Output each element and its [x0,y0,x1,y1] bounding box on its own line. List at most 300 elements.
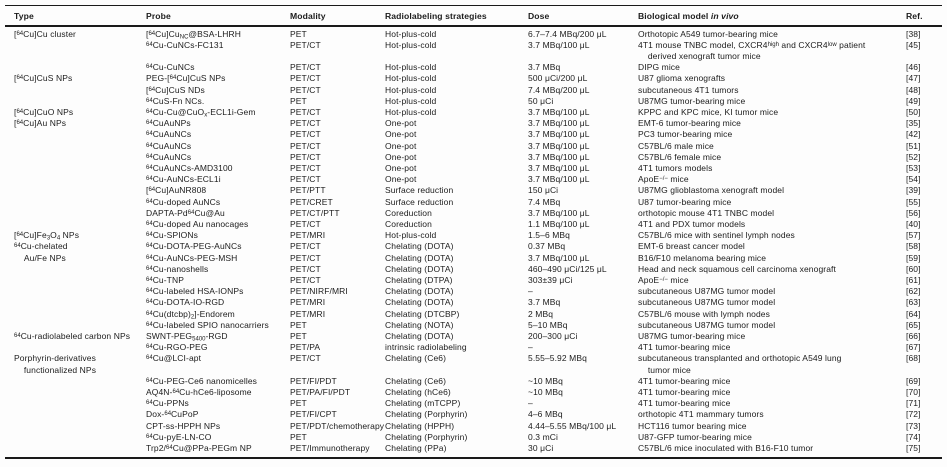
cell-ref: [48] [906,84,921,95]
cell-ref: [61] [906,275,921,286]
table-row [5,275,942,286]
cell-type [14,376,146,387]
cell-dose: 1.5–6 MBq [528,230,571,241]
cell-modality: PET [290,95,307,106]
cell-radiolabel-strategy: Hot-plus-cold [385,62,437,73]
cell-type: [$^{64}$Cu]Au NPs [14,118,67,129]
cell-type [14,398,146,409]
cell-radiolabel-strategy: Chelating (HPPH) [385,420,455,431]
cell-ref: [40] [906,219,921,230]
cell-dose: ~10 MBq [528,375,563,386]
cell-modality: PET/FI/CPT [290,409,337,420]
cell-radiolabel-strategy: One-pot [385,163,417,174]
table-row [5,208,942,219]
cell-radiolabel-strategy: Chelating (Ce6) [385,353,447,364]
cell-probe: $^{64}$Cu-doped AuNCs [146,196,221,207]
cell-biological-model: U87-GFP tumor-bearing mice [638,431,752,442]
cell-ref [905,51,942,62]
column-header-dose: Dose [528,10,550,21]
cell-dose: 460–490 μCi/125 μL [528,263,607,274]
cell-dose: 3.7 MBq/100 μL [528,107,590,117]
cell-modality: PET/PA [290,342,321,353]
cell-type: $^{64}$Cu-chelated [14,241,68,252]
bio-header-text: Biological model [638,10,711,21]
cell-biological-model: Orthotopic A549 tumor-bearing mice [638,28,778,39]
cell-dose: 0.3 mCi [528,431,558,442]
cell-biological-model: KPPC and KPC mice, KI tumor mice [638,107,779,117]
cell-probe: $^{64}$CuAuNCs-AMD3100 [146,163,233,174]
cell-radiolabel-strategy [385,51,528,62]
column-header-probe: Probe [146,10,171,21]
cell-radiolabel-strategy: Chelating (hCe6) [385,387,451,398]
cell-probe: $^{64}$Cu-labeled SPIO nanocarriers [146,319,269,330]
table-row [5,421,942,432]
table-bottom-rule [5,457,942,459]
cell-radiolabel-strategy: Hot-plus-cold [385,84,437,95]
cell-modality: PET/CT [290,84,321,95]
column-header-ref: Ref. [906,10,923,21]
table-row [5,85,942,96]
cell-biological-model: subcutaneous U87MG tumor model [638,319,776,330]
cell-dose: 4–6 MBq [528,409,563,420]
cell-probe: AQ4N-$^{64}$Cu-hCe6-liposome [146,387,252,398]
cell-biological-model: orthotopic mouse 4T1 TNBC model [638,207,775,218]
cell-probe: Trp2/$^{64}$Cu@PPa-PEGm NP [146,443,252,454]
cell-radiolabel-strategy: Chelating (DOTA) [385,241,454,252]
cell-modality: PET/CT [290,263,321,274]
cell-radiolabel-strategy: Hot-plus-cold [385,107,437,117]
cell-ref: [75] [906,443,921,454]
cell-modality: PET/CT [290,241,321,252]
table-row [5,51,942,62]
cell-radiolabel-strategy: Surface reduction [385,196,454,207]
cell-modality: PET/CT [290,140,321,151]
cell-dose: 3.7 MBq/100 μL [528,252,590,263]
cell-probe: $^{64}$Cu-Cu@CuO$_x$-ECL1i-Gem [146,107,256,119]
cell-radiolabel-strategy: Chelating (DOTA) [385,331,454,342]
cell-type [14,152,146,163]
cell-dose: 3.7 MBq/100 μL [528,207,590,218]
table-row [5,398,942,409]
cell-radiolabel-strategy: One-pot [385,151,417,162]
cell-ref: [71] [906,398,921,409]
cell-type [14,62,146,73]
table-row [5,331,942,342]
cell-dose: 5.55–5.92 MBq [528,353,587,364]
cell-dose: 1.1 MBq/100 μL [528,219,590,230]
cell-radiolabel-strategy: Hot-plus-cold [385,95,437,106]
cell-probe: $^{64}$Cu-DOTA-PEG-AuNCs [146,241,242,252]
cell-type [14,219,146,230]
cell-biological-model: subcutaneous 4T1 tumors [638,84,739,95]
table-row [5,96,942,107]
cell-ref: [63] [906,297,921,308]
cell-ref: [70] [906,387,921,398]
table-row [5,219,942,230]
cell-biological-model: C57BL/6 mouse with lymph nodes [638,308,770,319]
cell-probe: $^{64}$Cu-nanoshells [146,263,209,274]
cell-ref: [53] [906,163,921,174]
cell-radiolabel-strategy: Hot-plus-cold [385,73,437,84]
table-row [5,264,942,275]
cell-modality: PET/Immunotherapy [290,443,370,454]
cell-dose: – [528,398,533,409]
cell-probe [146,365,290,376]
table-row [5,129,942,140]
column-header-type: Type [14,10,34,21]
cell-ref: [52] [906,151,921,162]
cell-probe: Dox-$^{64}$CuPoP [146,409,199,420]
cell-dose: 3.7 MBq [528,297,561,308]
cell-probe: $^{64}$Cu-PPNs [146,398,189,409]
cell-radiolabel-strategy: Hot-plus-cold [385,28,437,39]
cell-ref: [54] [906,174,921,185]
table-row [5,185,942,196]
cell-biological-model: EMT-6 tumor-bearing mice [638,118,742,129]
table-row [5,152,942,163]
cell-dose: – [528,342,533,353]
cell-type [14,51,146,62]
cell-ref: [66] [906,331,921,342]
cell-radiolabel-strategy: Chelating (DOTA) [385,286,454,297]
cell-probe: [$^{64}$Cu]AuNR808 [146,185,207,196]
cell-type: [$^{64}$Cu]Cu cluster [14,28,76,39]
cell-probe: $^{64}$Cu-CuNCs [146,62,195,73]
bio-header-italic-text: in vivo [710,10,739,21]
cell-probe: $^{64}$Cu-AuNCs-ECL1i [146,174,221,185]
cell-modality: PET/CT [290,39,321,50]
cell-modality: PET/CT [290,353,321,364]
cell-modality: PET [290,331,307,342]
cell-modality [290,51,385,62]
cell-ref: [42] [906,129,921,140]
cell-modality: PET/CT [290,275,321,286]
cell-probe: $^{64}$Cu@LCI-apt [146,353,202,364]
cell-type [14,443,146,454]
table-row [5,443,942,454]
cell-modality: PET/CT [290,129,321,140]
cell-ref: [59] [906,252,921,263]
cell-radiolabel-strategy: Chelating (DOTA) [385,252,454,263]
cell-biological-model: 4T1 mouse TNBC model, $CXCR4^{high}$ and $CXCR4^{low}$ patient [638,39,866,50]
cell-modality: PET/CT [290,73,321,84]
cell-ref: [51] [906,140,921,151]
cell-type [14,264,146,275]
cell-modality: PET/MRI [290,297,326,308]
cell-biological-model: C57BL/6 mice with sentinel lymph nodes [638,230,795,241]
cell-type [14,297,146,308]
cell-type [14,96,146,107]
table-row [5,297,942,308]
cell-probe: PEG-[$^{64}$Cu]CuS NPs [146,73,226,84]
table-row [5,309,942,320]
cell-ref: [72] [906,409,921,420]
cell-modality: PET/CT [290,219,321,230]
cell-biological-model: PC3 tumor-bearing mice [638,129,733,140]
cell-probe: $^{64}$Cu-TNP [146,275,184,286]
cell-modality: PET/CRET [290,196,333,207]
cell-dose: 7.4 MBq/200 μL [528,84,590,95]
cell-dose: 3.7 MBq/100 μL [528,151,590,162]
cell-ref: [49] [906,95,921,106]
cell-modality [290,365,385,376]
cell-biological-model: subcutaneous U87MG tumor model [638,297,776,308]
cell-modality: PET/CT [290,118,321,129]
cell-ref: [65] [906,319,921,330]
cell-ref: [68] [906,353,921,364]
cell-biological-model: 4T1 tumors models [638,163,713,174]
cell-ref: [56] [906,207,921,218]
cell-type [14,275,146,286]
cell-type [14,309,146,320]
cell-dose: 3.7 MBq/100 μL [528,39,590,50]
cell-radiolabel-strategy: Chelating (Porphyrin) [385,431,468,442]
cell-ref [905,365,942,376]
cell-modality: PET/MRI [290,230,326,241]
cell-biological-model: C57BL/6 male mice [638,140,714,151]
cell-type: functionalized NPs [14,364,97,375]
cell-type [14,342,146,353]
cell-ref: [62] [906,286,921,297]
cell-radiolabel-strategy: Chelating (DOTA) [385,297,454,308]
cell-dose: 4.44–5.55 MBq/100 μL [528,420,617,431]
cell-dose: ~10 MBq [528,387,563,398]
cell-biological-model: U87 glioma xenografts [638,73,726,84]
cell-biological-model: U87MG tumor-bearing mice [638,331,746,342]
cell-biological-model: 4T1 tumor-bearing mice [638,375,731,386]
cell-type [14,185,146,196]
cell-type [14,286,146,297]
cell-dose: 3.7 MBq/100 μL [528,163,590,174]
cell-biological-model: subcutaneous U87MG tumor model [638,286,776,297]
cell-radiolabel-strategy: Chelating (Ce6) [385,375,447,386]
cell-radiolabel-strategy: Coreduction [385,207,432,218]
column-header-strategy: Radiolabeling strategies [385,10,487,21]
cell-ref: [58] [906,241,921,252]
cell-modality: PET [290,398,307,409]
cell-type [14,129,146,140]
cell-modality: PET/PA/FI/PDT [290,387,351,398]
cell-type [14,320,146,331]
cell-dose: 0.37 MBq [528,241,566,252]
cell-dose: 50 μCi [528,95,554,106]
cell-radiolabel-strategy: Hot-plus-cold [385,230,437,241]
cell-modality: PET/CT [290,107,321,117]
table-row [5,286,942,297]
cell-biological-model: EMT-6 breast cancer model [638,241,745,252]
cell-type [14,208,146,219]
cell-biological-model: 4T1 tumor-bearing mice [638,342,731,353]
cell-modality: PET [290,431,307,442]
cell-modality: PET/CT [290,252,321,263]
cell-type [14,141,146,152]
cell-dose: 6.7–7.4 MBq/200 μL [528,28,607,39]
cell-probe: SWNT-$PEG_{5400}$-RGD [146,331,228,343]
column-header-modality: Modality [290,10,326,21]
table-row [5,376,942,387]
table-row [5,29,942,40]
cell-radiolabel-strategy: Chelating (Porphyrin) [385,409,468,420]
table-row [5,40,942,51]
cell-ref: [47] [906,73,921,84]
cell-modality: PET/NIRF/MRI [290,286,348,297]
cell-probe: $^{64}$Cu-DOTA-IO-RGD [146,297,225,308]
cell-radiolabel-strategy: intrinsic radiolabeling [385,342,467,353]
cell-biological-model: subcutaneous transplanted and orthotopic A549 lung [638,353,842,364]
cell-biological-model: DIPG mice [638,62,680,73]
cell-modality: PET/PDT/chemotherapy [290,420,385,431]
table-body [5,27,942,455]
cell-biological-model: Head and neck squamous cell carcinoma xenograft [638,263,836,274]
cell-biological-model: orthotopic 4T1 mammary tumors [638,409,764,420]
cell-type [14,409,146,420]
cell-ref: [50] [906,107,921,117]
cell-radiolabel-strategy: One-pot [385,118,417,129]
cell-dose: 3.7 MBq/100 μL [528,118,590,129]
table-row [5,409,942,420]
cell-probe: $^{64}$CuAuNPs [146,118,191,129]
table-row [5,241,942,252]
cell-ref: [74] [906,431,921,442]
table-row [5,174,942,185]
cell-biological-model: B16/F10 melanoma bearing mice [638,252,767,263]
cell-type [14,85,146,96]
cell-type [14,387,146,398]
cell-probe: $^{64}$Cu-AuNCs-PEG-MSH [146,252,238,263]
cell-radiolabel-strategy: Chelating (DTCBP) [385,308,460,319]
cell-probe [146,51,290,62]
cell-probe: $[^{64}Cu]Cu_{NC}@BSA$-LHRH [146,28,241,40]
cell-modality: PET [290,319,307,330]
table-row [5,432,942,443]
cell-dose: 7.4 MBq [528,196,561,207]
cell-ref: [67] [906,342,921,353]
cell-type [14,421,146,432]
table-row [5,230,942,241]
cell-probe: $^{64}$Cu-pyE-LN-CO [146,431,212,442]
cell-biological-model: U87MG tumor-bearing mice [638,95,746,106]
cell-dose: 3.7 MBq/100 μL [528,129,590,140]
cell-probe: DAPTA-Pd$^{64}$Cu@Au [146,207,225,218]
cell-biological-model: ApoE−/− mice [638,275,689,286]
cell-modality: PET/CT [290,174,321,185]
cell-ref: [64] [906,308,921,319]
cell-radiolabel-strategy: Chelating (NOTA) [385,319,454,330]
cell-modality: PET/CT [290,151,321,162]
cell-probe: $^{64}$Cu-doped Au nanocages [146,219,249,230]
cell-ref: [39] [906,185,921,196]
cell-type: Au/Fe NPs [14,252,66,263]
cell-radiolabel-strategy: Chelating (mTCPP) [385,398,461,409]
cell-radiolabel-strategy: Chelating (DOTA) [385,263,454,274]
table-row [5,342,942,353]
cell-biological-model: 4T1 tumor-bearing mice [638,387,731,398]
cell-type [14,40,146,51]
cell-dose [528,365,638,376]
table-row [5,73,942,84]
cell-type: [$^{64}$Cu]CuO NPs [14,107,74,117]
cell-ref: [55] [906,196,921,207]
table-row [5,141,942,152]
cell-biological-model: 4T1 and PDX tumor models [638,219,746,230]
cell-modality: PET/CT [290,62,321,73]
table-row [5,353,942,364]
cell-ref: [46] [906,62,921,73]
cell-radiolabel-strategy [385,365,528,376]
cell-type: [$^{64}$Cu]CuS NPs [14,73,73,84]
table-row [5,253,942,264]
cell-dose: – [528,286,533,297]
cell-radiolabel-strategy: Surface reduction [385,185,454,196]
cell-type [14,197,146,208]
cell-ref: [69] [906,375,921,386]
cell-radiolabel-strategy: One-pot [385,140,417,151]
cell-probe: $^{64}$Cu-RGO-PEG [146,342,208,353]
table-row [5,387,942,398]
cell-probe: CPT-ss-HPPH NPs [146,420,221,431]
cell-dose: 500 μCi/200 μL [528,73,588,84]
cell-biological-model: tumor mice [638,364,691,375]
column-header-bio-model [638,11,905,21]
cell-probe: $^{64}$CuS-Fn NCs. [146,95,205,106]
cell-dose: 2 MBq [528,308,554,319]
table-row [5,197,942,208]
cell-type: $^{64}$Cu-radiolabeled carbon NPs [14,331,131,342]
cell-ref: [57] [906,230,921,241]
cell-biological-model: derived xenograft tumor mice [638,50,761,61]
cell-type: Porphyrin-derivatives [14,353,96,364]
table-header-row [5,6,942,25]
table-row [5,62,942,73]
cell-biological-model: ApoE−/− mice [638,174,689,185]
cell-modality: PET/CT [290,163,321,174]
cell-radiolabel-strategy: One-pot [385,174,417,185]
cell-probe: [$^{64}$Cu]CuS NDs [146,84,205,95]
cell-dose: 200–300 μCi [528,331,578,342]
cell-modality: PET/MRI [290,308,326,319]
cell-ref: [35] [906,118,921,129]
cell-probe: $^{64}$Cu-PEG-Ce6 nanomicelles [146,375,258,386]
cell-biological-model: C57BL/6 mice inoculated with B16-F10 tumor [638,443,814,454]
cell-probe: $^{64}$Cu-labeled HSA-IONPs [146,286,244,297]
cell-modality: PET [290,28,307,39]
cell-ref: [38] [906,28,921,39]
cell-dose: 150 μCi [528,185,559,196]
cell-type: $[^{64}Cu]Fe_3O_4$ NPs [14,230,80,242]
cell-dose: 303±39 μCi [528,275,573,286]
cell-probe: $^{64}$CuAuNCs [146,140,192,151]
cell-type [14,432,146,443]
cell-dose: 5–10 MBq [528,319,568,330]
cell-probe: $^{64}$CuAuNCs [146,129,192,140]
cell-dose: 3.7 MBq/100 μL [528,174,590,185]
cell-radiolabel-strategy: Chelating (PPa) [385,443,447,454]
table-row [5,118,942,129]
cell-ref: [73] [906,420,921,431]
cell-radiolabel-strategy: Chelating (DTPA) [385,275,453,286]
table-row [5,365,942,376]
cell-probe: $^{64}$Cu-CuNCs-FC131 [146,39,224,50]
cell-dose [528,51,638,62]
table-row [5,320,942,331]
cell-type [14,163,146,174]
cell-dose: 3.7 MBq/100 μL [528,140,590,151]
cell-biological-model: C57BL/6 female mice [638,151,722,162]
cell-biological-model: HCT116 tumor bearing mice [638,420,747,431]
cell-dose: 30 μCi [528,443,554,454]
table-row [5,107,942,118]
cell-ref: [60] [906,263,921,274]
